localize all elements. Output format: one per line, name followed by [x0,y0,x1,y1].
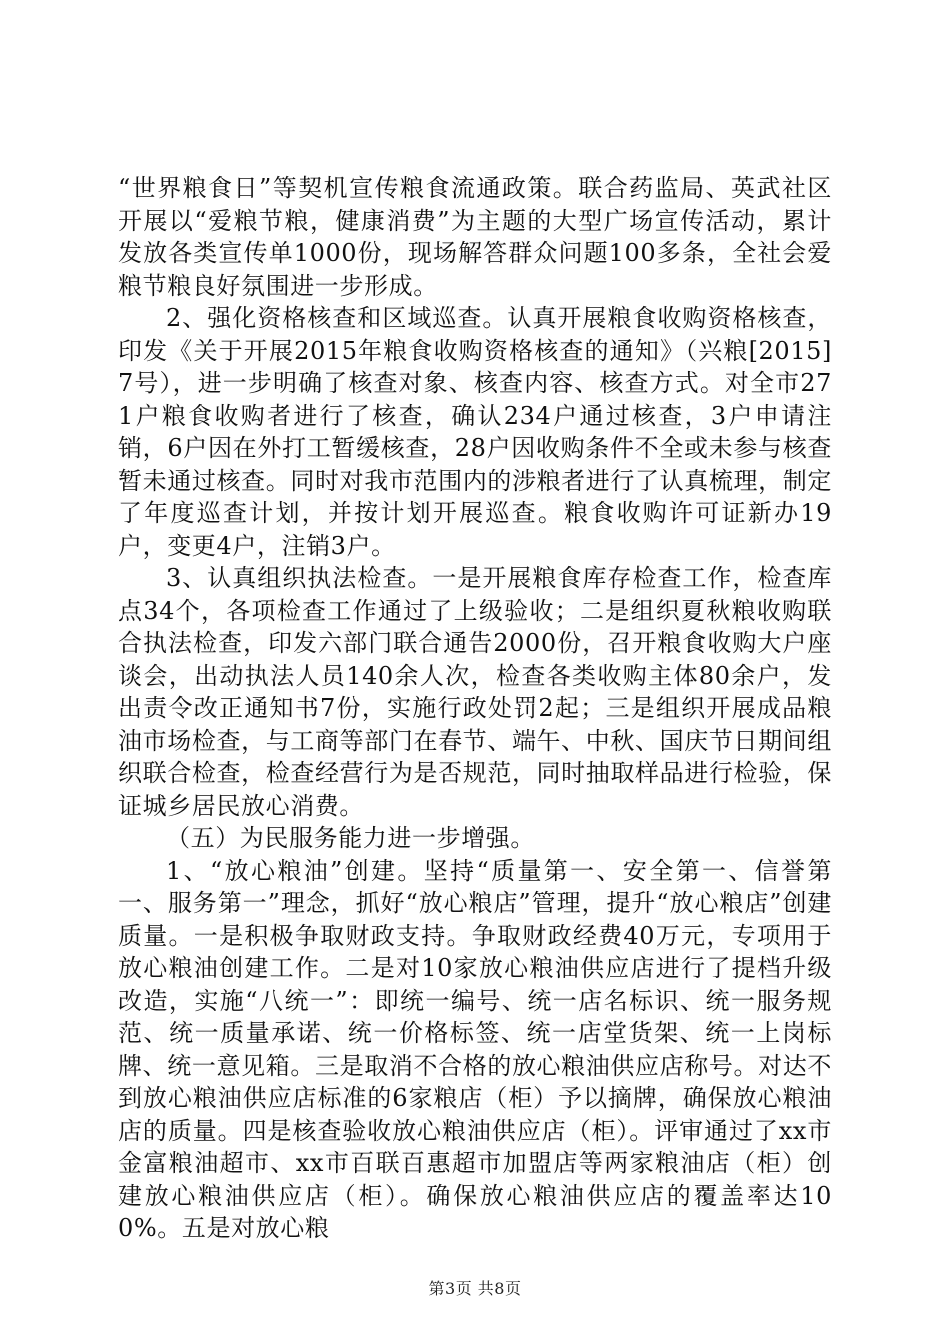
page-number-footer: 第3页 共8页 [428,1279,522,1298]
paragraph-qualification-check: 2、强化资格核查和区域巡查。认真开展粮食收购资格核查，印发《关于开展2015年粮食收购资格核查的通知》（兴粮[2015]7号），进一步明确了核查对象、核查内容、核查方式。对全市271户粮食收购者进行了核查，确认234户通过核查，3户申请注销，6户因在外打工暂缓核查，28户因收购条件不全或未参与核查暂未通过核查。同时对我市范围内的涉粮者进行了认真梳理，制定了年度巡查计划，并按计划开展巡查。粮食收购许可证新办19户，变更4户，注销3户。 [118,304,832,560]
paragraph-law-enforcement: 3、认真组织执法检查。一是开展粮食库存检查工作，检查库点34个，各项检查工作通过了上级验收；二是组织夏秋粮收购联合执法检查，印发六部门联合通告2000份，召开粮食收购大户座谈会，出动执法人员140余人次，检查各类收购主体80余户，发出责令改正通知书7份，实施行政处罚2起；三是组织开展成品粮油市场检查，与工商等部门在春节、端午、中秋、国庆节日期间组织联合检查，检查经营行为是否规范，同时抽取样品进行检验，保证城乡居民放心消费。 [118,564,832,820]
paragraph-continuation: “世界粮食日”等契机宣传粮食流通政策。联合药监局、英武社区开展以“爱粮节粮，健康消费”为主题的大型广场宣传活动，累计发放各类宣传单1000份，现场解答群众问题100多条，全社会爱粮节粮良好氛围进一步形成。 [118,174,832,300]
paragraph-trusted-grain-oil: 1、“放心粮油”创建。坚持“质量第一、安全第一、信誉第一、服务第一”理念，抓好“放心粮店”管理，提升“放心粮店”创建质量。一是积极争取财政支持。争取财政经费40万元，专项用于放心粮油创建工作。二是对10家放心粮油供应店进行了提档升级改造，实施“八统一”：即统一编号、统一店名标识、统一服务规范、统一质量承诺、统一价格标签、统一店堂货架、统一上岗标牌、统一意见箱。三是取消不合格的放心粮油供应店称号。对达不到放心粮油供应店标准的6家粮店（柜）予以摘牌，确保放心粮油店的质量。四是核查验收放心粮油供应店（柜）。评审通过了xx市金富粮油超市、xx市百联百惠超市加盟店等两家粮油店（柜）创建放心粮油供应店（柜）。确保放心粮油供应店的覆盖率达100%。五是对放心粮 [118,856,832,1242]
document-body [118,172,832,1245]
section-heading-service: （五）为民服务能力进一步增强。 [166,824,535,852]
